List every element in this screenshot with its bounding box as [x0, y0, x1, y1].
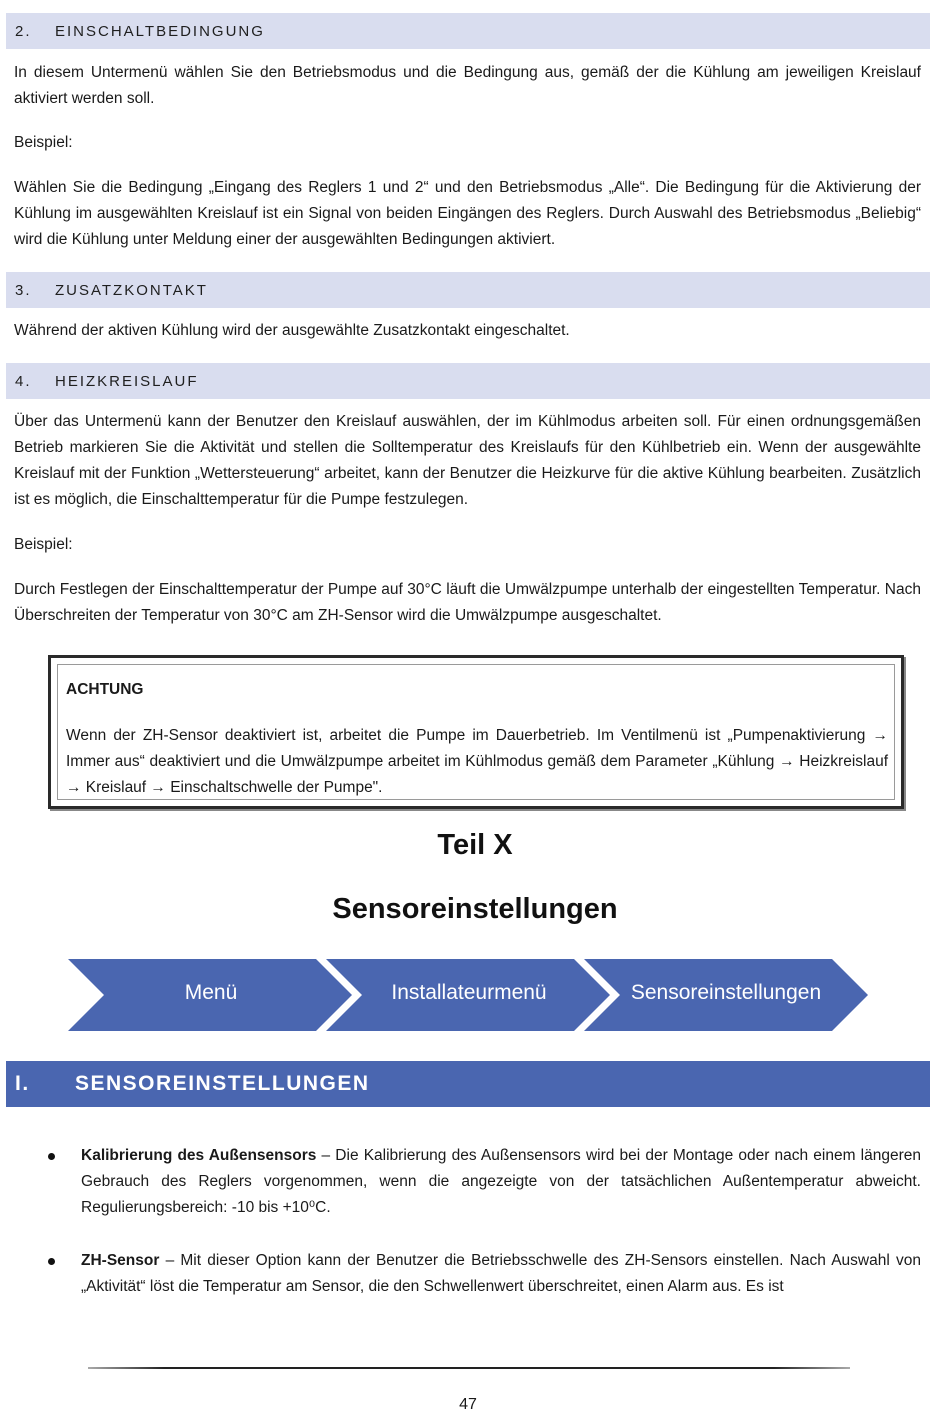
example-label: Beispiel:	[14, 134, 73, 151]
section-number: 3.	[15, 281, 32, 299]
section-title: HEIZKREISLAUF	[55, 372, 199, 390]
section-header-4	[6, 363, 930, 399]
main-section-title: SENSOREINSTELLUNGEN	[75, 1072, 370, 1095]
warning-box	[48, 655, 904, 809]
breadcrumb	[66, 957, 876, 1033]
bullet-dot-icon	[48, 1153, 55, 1160]
page-number: 47	[459, 1396, 477, 1413]
bullet-text: – Mit dieser Option kann der Benutzer die Betriebsschwelle des ZH-Sensors einstellen. Nach Auswahl von „Aktivität“ löst die Temperatur am Sensor, die den Schwellenwert überschreitet, einen Alarm aus. Es ist	[81, 1252, 921, 1295]
footer-divider	[88, 1367, 850, 1369]
breadcrumb-item-menu: Menü	[184, 981, 238, 1004]
main-section-number: I.	[15, 1072, 30, 1095]
section-number: 2.	[15, 22, 32, 40]
section-title: ZUSATZKONTAKT	[55, 281, 208, 299]
paragraph-s2-example: Wählen Sie die Bedingung „Eingang des Reglers 1 und 2“ und den Betriebsmodus „Alle“. Die Bedingung für die Aktivierung der Kühlung im ausgewählten Kreislauf ist ein Signal von beiden Eingängen des Reglers. Durch Auswahl des Betriebsmodus „Beliebig“ wird die Kühlung unter Meldung einer der ausgewählten Bedingungen aktiviert.	[14, 179, 921, 248]
section-header-3	[6, 272, 930, 308]
breadcrumb-item-sensoreinstellungen: Sensoreinstellungen	[630, 981, 822, 1004]
section-title: EINSCHALTBEDINGUNG	[55, 22, 265, 40]
section-number: 4.	[15, 372, 32, 390]
bullet-item-calibration	[81, 1143, 921, 1221]
paragraph-s3-text: Während der aktiven Kühlung wird der ausgewählte Zusatzkontakt eingeschaltet.	[14, 322, 570, 339]
warning-text: Wenn der ZH-Sensor deaktiviert ist, arbeitet die Pumpe im Dauerbetrieb. Im Ventilmenü ist „Pumpenaktivierung → Immer aus“ deaktiviert und die Umwälzpumpe arbeitet im Kühlmodus gemäß dem Parameter „Kühlung → Heizkreislauf → Kreislauf → Einschaltschwelle der Pumpe".	[66, 727, 888, 796]
bullet-term: ZH-Sensor	[81, 1252, 160, 1269]
bullet-item-zh-sensor	[81, 1248, 921, 1300]
breadcrumb-item-installateurmenu: Installateurmenü	[391, 981, 547, 1004]
warning-title: ACHTUNG	[66, 681, 144, 698]
warning-inner-frame	[57, 664, 895, 800]
part-title: Sensoreinstellungen	[332, 893, 618, 925]
bullet-text: – Die Kalibrierung des Außensensors wird bei der Montage oder nach einem längeren Gebrauch des Reglers vorgenommen, wenn die angezeigte von der tatsächlichen Außentemperatur abweicht. Regulierungsbereich: -10 bis +10⁰C.	[81, 1147, 921, 1216]
part-label: Teil X	[437, 829, 513, 861]
paragraph-s2-intro: In diesem Untermenü wählen Sie den Betriebsmodus und die Bedingung aus, gemäß der die Kühlung am jeweiligen Kreislauf aktiviert werden soll.	[14, 64, 921, 107]
section-header-2	[6, 13, 930, 49]
paragraph-s4-example: Durch Festlegen der Einschalttemperatur der Pumpe auf 30°C läuft die Umwälzpumpe unterhalb der eingestellten Temperatur. Nach Überschreiten der Temperatur von 30°C am ZH-Sensor wird die Umwälzpumpe ausgeschaltet.	[14, 581, 921, 624]
paragraph-s4-intro: Über das Untermenü kann der Benutzer den Kreislauf auswählen, der im Kühlmodus arbeiten soll. Für einen ordnungsgemäßen Betrieb markieren Sie die Aktivität und stellen die Solltemperatur des Kreislaufs für den Kühlbetrieb ein. Wenn der ausgewählte Kreislauf mit der Funktion „Wettersteuerung“ arbeitet, kann der Benutzer die Heizkurve für die aktive Kühlung bearbeiten. Zusätzlich ist es möglich, die Einschalttemperatur für die Pumpe festzulegen.	[14, 413, 921, 508]
bullet-dot-icon	[48, 1258, 55, 1265]
example-label: Beispiel:	[14, 536, 73, 553]
main-section-header	[6, 1061, 930, 1107]
bullet-term: Kalibrierung des Außensensors	[81, 1147, 317, 1164]
